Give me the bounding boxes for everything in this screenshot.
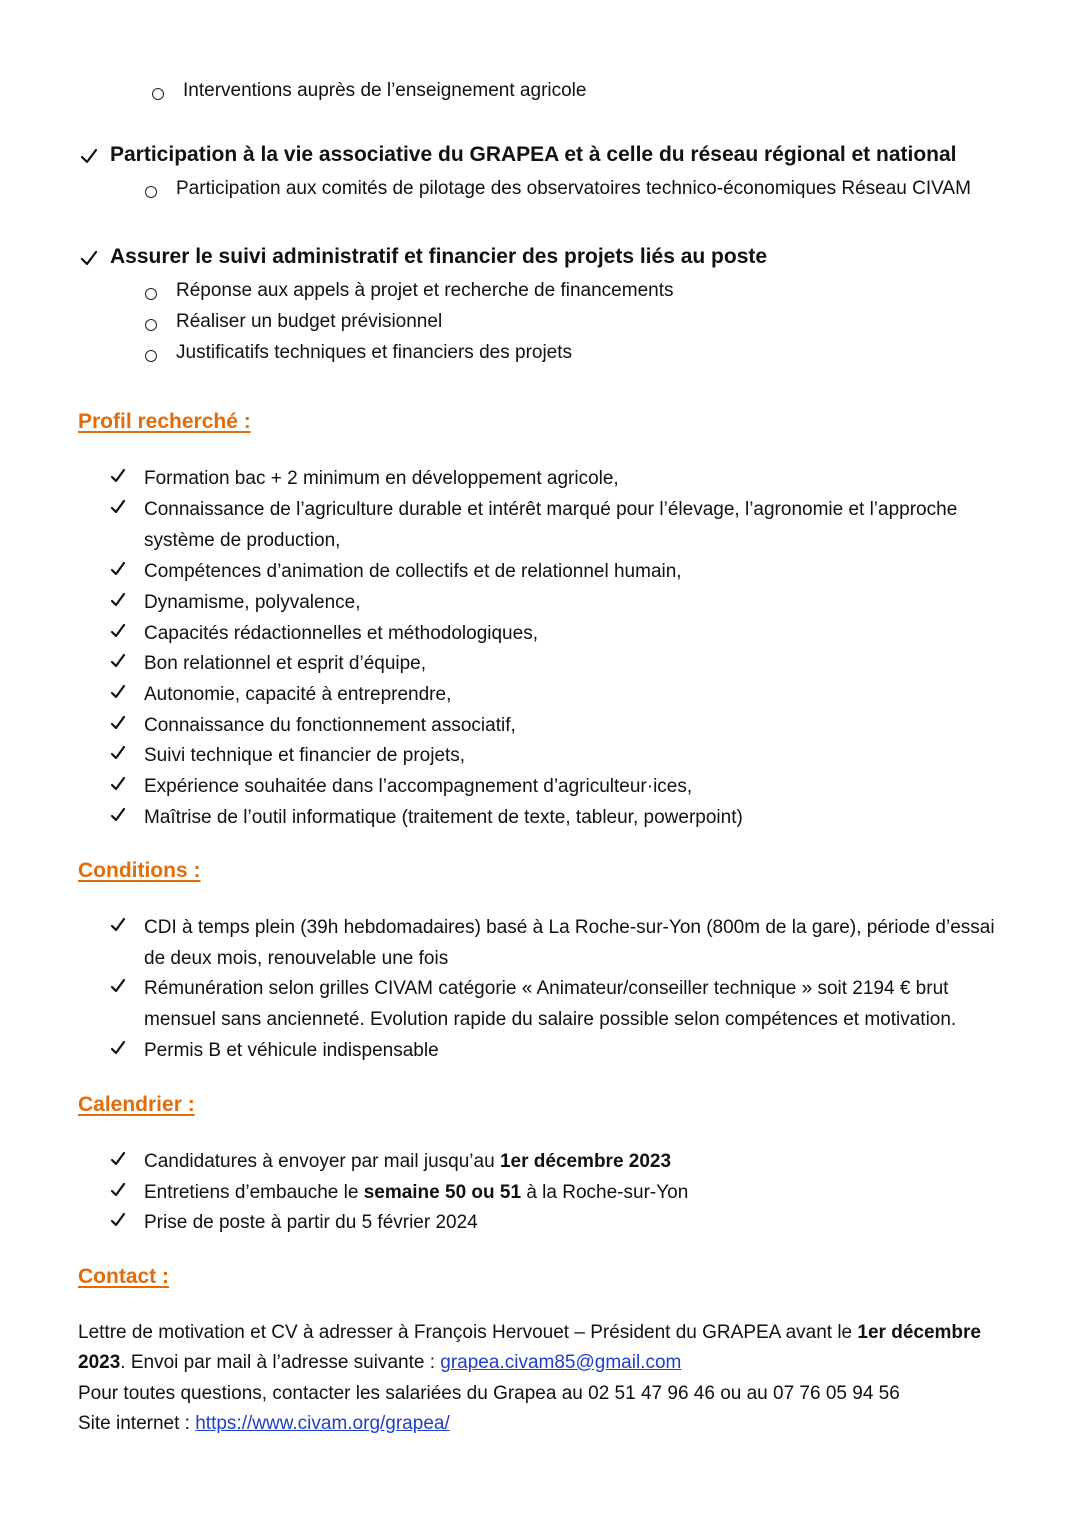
list-item-text: Autonomie, capacité à entreprendre, <box>144 684 452 705</box>
list-item-text: Capacités rédactionnelles et méthodologiques, <box>144 623 538 644</box>
checkmark-icon <box>110 1212 126 1228</box>
list-item-text: Dynamisme, polyvalence, <box>144 592 361 613</box>
checkmark-icon <box>110 592 126 608</box>
list-item-text: Réponse aux appels à projet et recherche de financements <box>176 280 674 301</box>
circle-bullet-icon <box>145 284 159 298</box>
checkmark-icon <box>110 978 126 994</box>
text-run: Candidatures à envoyer par mail jusqu’au <box>144 1151 500 1172</box>
list-item-text: Permis B et véhicule indispensable <box>144 1040 439 1061</box>
phone-paragraph: Pour toutes questions, contacter les salariées du Grapea au 02 51 47 96 46 ou au 07 76 05 94 56 <box>78 1383 900 1404</box>
email-link[interactable]: grapea.civam85@gmail.com <box>440 1352 682 1373</box>
checkmark-icon <box>110 1040 126 1056</box>
checkmark-icon <box>110 684 126 700</box>
list-item-text: Expérience souhaitée dans l’accompagnement d’agriculteur·ices, <box>144 776 693 797</box>
text-run: Entretiens d’embauche le <box>144 1182 364 1203</box>
interview-weeks: semaine 50 ou 51 <box>363 1182 522 1203</box>
text-run: Lettre de motivation et CV à adresser à François Hervouet – Président du GRAPEA avant le <box>78 1322 858 1343</box>
list-item-text: Participation aux comités de pilotage des observatoires technico-économiques Réseau CIVAM <box>176 178 971 199</box>
section-title-profil: Profil recherché : <box>78 410 251 433</box>
checkmark-icon <box>110 499 126 515</box>
list-item-text: Formation bac + 2 minimum en développement agricole, <box>144 468 619 489</box>
list-item-text: Justificatifs techniques et financiers des projets <box>176 342 573 363</box>
circle-bullet-icon <box>145 182 159 196</box>
list-item-text: Suivi technique et financier de projets, <box>144 745 466 766</box>
checkmark-icon <box>110 561 126 577</box>
contact-paragraph <box>78 1318 1013 1378</box>
list-item-text: Compétences d’animation de collectifs et de relationnel humain, <box>144 561 682 582</box>
checkmark-icon <box>110 917 126 933</box>
checkmark-icon <box>110 776 126 792</box>
checkmark-icon <box>110 1182 126 1198</box>
checkmark-icon <box>110 715 126 731</box>
text-run: . Envoi par mail à l’adresse suivante : <box>120 1352 441 1373</box>
checkmark-icon <box>110 1151 126 1167</box>
website-paragraph <box>78 1409 1013 1439</box>
list-item-text: Bon relationnel et esprit d’équipe, <box>144 653 427 674</box>
list-item-text: Maîtrise de l’outil informatique (traitement de texte, tableur, powerpoint) <box>144 807 743 828</box>
checkmark-icon <box>80 249 98 267</box>
checkmark-icon <box>110 807 126 823</box>
deadline-date: 1er décembre 2023 <box>499 1151 672 1172</box>
list-item-text: CDI à temps plein (39h hebdomadaires) basé à La Roche-sur-Yon (800m de la gare), période d’essai de deux mois, renouvelable une fois <box>144 917 995 969</box>
list-item-text <box>144 1177 1014 1208</box>
deadline-date: 1er décembre <box>857 1322 981 1343</box>
checkmark-icon <box>110 653 126 669</box>
list-item-text <box>144 1146 1014 1177</box>
main-bullet-title: Participation à la vie associative du GRAPEA et à celle du réseau régional et national <box>110 143 957 166</box>
list-item-text: Prise de poste à partir du 5 février 2024 <box>144 1212 478 1233</box>
checkmark-icon <box>80 147 98 165</box>
section-title-contact: Contact : <box>78 1265 169 1288</box>
website-link[interactable]: https://www.civam.org/grapea/ <box>195 1413 450 1434</box>
checkmark-icon <box>110 468 126 484</box>
list-item-text: Connaissance du fonctionnement associatif, <box>144 715 516 736</box>
list-item-text: Connaissance de l’agriculture durable et intérêt marqué pour l’élevage, l’agronomie et l’approche système de production, <box>144 499 958 551</box>
list-item-text: Interventions auprès de l’enseignement agricole <box>183 80 587 101</box>
circle-bullet-icon <box>152 84 166 98</box>
list-item-text: Réaliser un budget prévisionnel <box>176 311 443 332</box>
checkmark-icon <box>110 623 126 639</box>
main-bullet-title: Assurer le suivi administratif et financier des projets liés au poste <box>110 245 768 268</box>
circle-bullet-icon <box>145 346 159 360</box>
list-item-text: Rémunération selon grilles CIVAM catégorie « Animateur/conseiller technique » soit 2194 € brut mensuel sans ancienneté. Evolution rapide du salaire possible selon compétences et motivation. <box>144 978 957 1030</box>
section-title-conditions: Conditions : <box>78 859 201 882</box>
text-run: à la Roche-sur-Yon <box>521 1182 689 1203</box>
website-label: Site internet : <box>78 1413 196 1434</box>
checkmark-icon <box>110 745 126 761</box>
deadline-year: 2023 <box>78 1352 121 1373</box>
circle-bullet-icon <box>145 315 159 329</box>
section-title-calendrier: Calendrier : <box>78 1093 195 1116</box>
